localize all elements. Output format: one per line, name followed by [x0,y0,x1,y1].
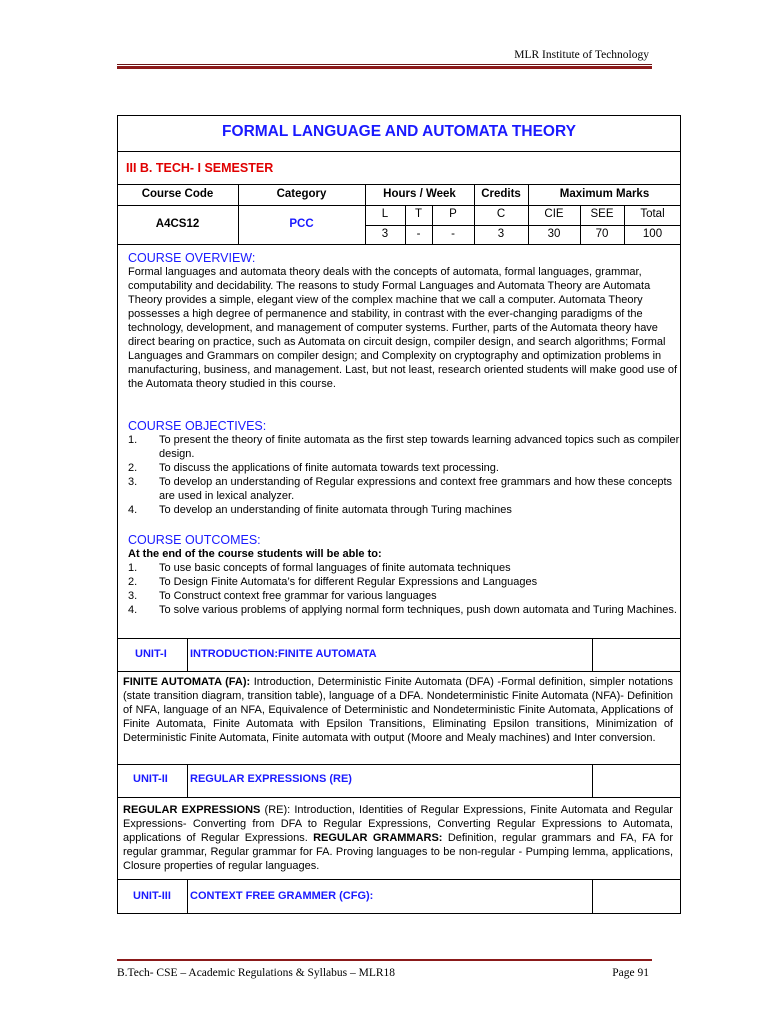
course-overview-heading: COURSE OVERVIEW: [128,251,256,265]
th-credits: Credits [481,188,521,200]
divider [117,151,681,152]
th-total: Total [640,208,665,220]
course-title: FORMAL LANGUAGE AND AUTOMATA THEORY [222,123,576,140]
divider [117,205,681,206]
unit-col-line [592,638,593,671]
td-l: 3 [381,228,389,240]
td-c: 3 [497,228,505,240]
unit-1-label: UNIT-I [135,648,167,660]
unit-col-line [187,879,188,914]
divider [365,225,681,226]
footer-page-number: Page 91 [612,967,649,979]
course-objectives-section [128,419,680,517]
unit-3-label: UNIT-III [133,890,171,902]
outcome-item: 1. To use basic concepts of formal languages of finite automata techniques [128,562,511,574]
header-institute: MLR Institute of Technology [514,49,649,61]
divider [117,671,681,672]
semester-label: III B. TECH- I SEMESTER [126,161,274,175]
divider [117,184,681,185]
outcome-item: 3. To Construct context free grammar for various languages [128,590,437,602]
course-code-value: A4CS12 [155,218,200,230]
td-p: - [451,228,455,240]
td-cie: 30 [547,228,561,240]
divider [117,797,681,798]
objective-item: 2. To discuss the applications of finite automata towards text processing. [128,462,499,474]
unit-1-body: FINITE AUTOMATA (FA): Introduction, Deterministic Finite Automata (DFA) -Formal definition, simpler notations (state transition diagram, transition table), language of a DFA. Nondeterministic Finite Automata (NFA)- Definition of NFA, language of an NFA, Equivalence of Deterministic and Nondeterministic Finite Automata, Applications of Finite Automata, Finite Automata with Epsilon Transitions, Eliminating Epsilon transitions, Minimization of Deterministic Finite Automata, Finite automata with output (Moore and Mealy machines) and Inter conversion. [123,676,674,744]
objective-item: 3. To develop an understanding of Regular expressions and context free grammars and how these concepts are used in lexical analyzer. [128,476,673,502]
course-outcomes-heading: COURSE OUTCOMES: [128,533,261,547]
unit-2-body: REGULAR EXPRESSIONS (RE): Introduction, Identities of Regular Expressions, Finite Automata and Regular Expressions- Converting from DFA to Regular Expressions, Converting Regular Expressions to Automata, applications of Regular Expressions. REGULAR GRAMMARS: Definition, regular grammars and FA, FA for regular grammar, Regular grammar for FA. Proving languages to be non-regular - Pumping lemma, applications, Closure properties of regular languages. [123,804,674,872]
divider [117,764,681,765]
category-value: PCC [289,218,314,230]
th-see: SEE [590,208,614,220]
divider [117,244,681,245]
td-see: 70 [595,228,609,240]
outcome-item: 2. To Design Finite Automata’s for different Regular Expressions and Languages [128,576,538,588]
unit-col-line [592,764,593,797]
unit-2-title: REGULAR EXPRESSIONS (RE) [190,773,352,785]
outcome-item: 4. To solve various problems of applying normal form techniques, push down automata and Turing Machines. [128,604,677,616]
th-t: T [414,208,423,220]
th-maximum-marks: Maximum Marks [559,188,650,200]
objective-item: 1. To present the theory of finite automata as the first step towards learning advanced topics such as compiler design. [128,434,680,460]
objective-item: 4. To develop an understanding of finite automata through Turing machines [128,504,512,516]
th-p: P [449,208,457,220]
footer-rule [117,959,652,961]
footer-doc-title: B.Tech- CSE – Academic Regulations & Syllabus – MLR18 [117,967,396,979]
divider [117,638,681,639]
td-total: 100 [642,228,663,240]
course-objectives-heading: COURSE OBJECTIVES: [128,419,267,433]
unit-1-title: INTRODUCTION:FINITE AUTOMATA [190,648,377,660]
course-outcomes-lead: At the end of the course students will be able to: [128,548,382,560]
divider [117,879,681,880]
unit-col-line [187,764,188,797]
td-t: - [416,228,421,240]
th-l: L [381,208,389,220]
unit-2-label: UNIT-II [133,773,168,785]
unit-col-line [592,879,593,914]
course-overview-section [128,251,680,391]
unit-3-title: CONTEXT FREE GRAMMER (CFG): [190,890,374,902]
course-outcomes-section [128,533,680,617]
course-overview-text: Formal languages and automata theory deals with the concepts of automata, formal languages, grammar, computability and decidability. The reasons to study Formal Languages and Automata Theory are Automata Theory provides a simple, elegant view of the complex machine that we call a computer. Automata Theory possesses a high degree of permanence and stability, in contrast with the ever-changing paradigms of the technology, development, and management of computer systems. Further, parts of the Automata theory have direct bearing on practice, such as Automata on circuit design, compiler design, and search algorithms; Formal Languages and Grammars on compiler design; and Complexity on cryptography and optimization problems in manufacturing, business, and management. Last, but not least, research oriented students will make good use of the Automata theory studied in this course. [128,266,678,390]
unit-col-line [187,638,188,671]
th-c: C [496,208,506,220]
header-rule [117,64,652,65]
header-rule-thick [117,66,652,69]
th-cie: CIE [544,208,564,220]
th-course-code: Course Code [141,188,214,200]
th-hours-week: Hours / Week [383,188,456,200]
th-category: Category [276,188,327,200]
